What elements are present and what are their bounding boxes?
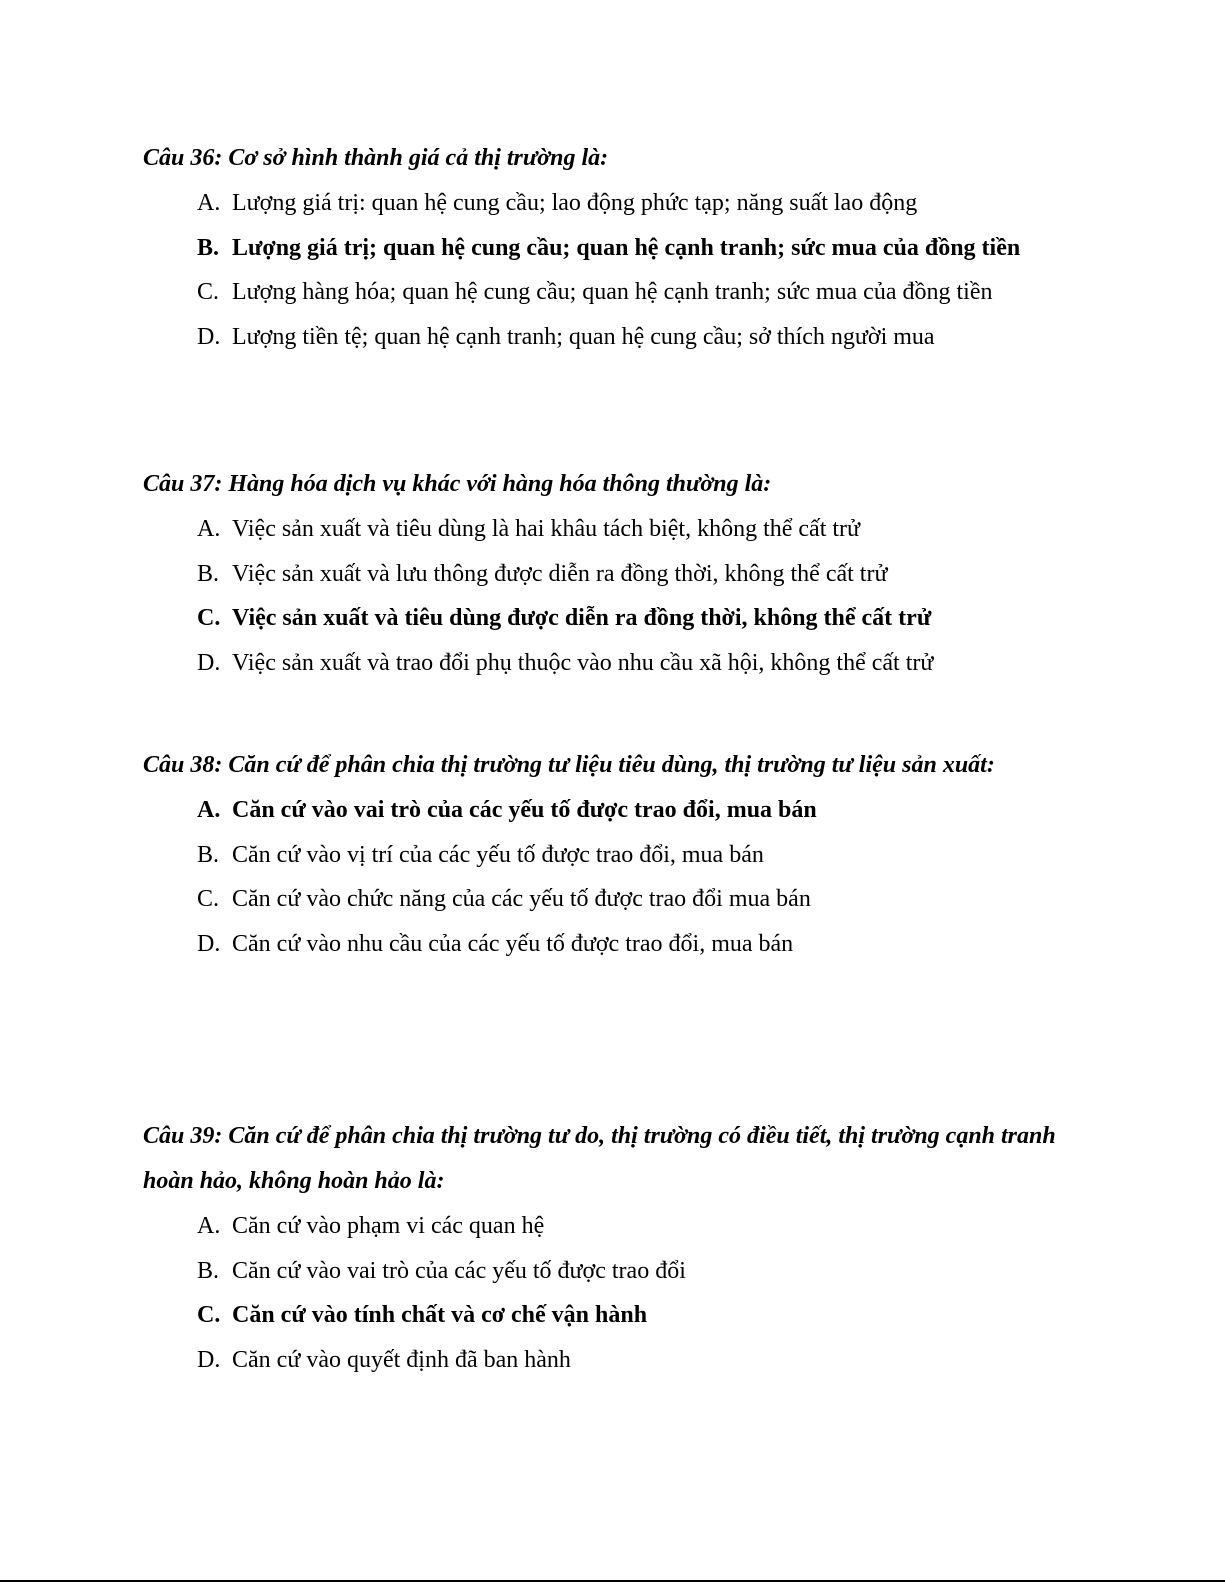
option-b [197, 1249, 1083, 1294]
option-letter: A. [197, 797, 221, 823]
option-letter: B. [197, 841, 220, 868]
option-letter: D. [197, 930, 221, 957]
option-c [197, 270, 1083, 315]
option-c [197, 877, 1083, 922]
option-text: Căn cứ vào quyết định đã ban hành [232, 1346, 571, 1373]
option-a [197, 507, 1083, 552]
option-letter: A. [197, 1213, 221, 1239]
question-title: Câu 39: Căn cứ để phân chia thị trường tư do, thị trường có điều tiết, thị trường cạnh tranh hoàn hảo, không hoàn hảo là: [143, 1123, 1056, 1194]
page-bottom-rule [0, 1580, 1225, 1582]
option-text: Căn cứ vào phạm vi các quan hệ [232, 1213, 545, 1239]
option-letter: D. [197, 649, 221, 676]
option-text: Căn cứ vào vị trí của các yếu tố được trao đổi, mua bán [232, 841, 764, 868]
option-text: Lượng giá trị: quan hệ cung cầu; lao động phức tạp; năng suất lao động [232, 190, 918, 216]
option-text: Lượng tiền tệ; quan hệ cạnh tranh; quan hệ cung cầu; sở thích người mua [232, 323, 935, 350]
question-title: Câu 36: Cơ sở hình thành giá cả thị trường là: [143, 145, 609, 171]
option-list [143, 181, 1083, 359]
option-list [143, 507, 1083, 685]
option-list [143, 1204, 1083, 1382]
option-text: Căn cứ vào nhu cầu của các yếu tố được trao đổi, mua bán [232, 930, 794, 957]
option-text: Việc sản xuất và tiêu dùng là hai khâu tách biệt, không thể cất trử [232, 516, 861, 542]
option-d [197, 641, 1083, 686]
option-d [197, 1338, 1083, 1383]
option-c-correct [197, 1293, 1083, 1338]
option-letter: C. [197, 1302, 221, 1328]
question-38 [143, 743, 1083, 966]
option-text: Lượng giá trị; quan hệ cung cầu; quan hệ cạnh tranh; sức mua của đồng tiền [232, 234, 1021, 261]
option-text: Căn cứ vào vai trò của các yếu tố được trao đổi, mua bán [232, 797, 817, 823]
option-text: Căn cứ vào chức năng của các yếu tố được trao đổi mua bán [232, 886, 811, 912]
option-letter: B. [197, 1257, 220, 1284]
option-list [143, 788, 1083, 966]
option-letter: C. [197, 279, 220, 305]
option-b [197, 833, 1083, 878]
option-d [197, 315, 1083, 360]
option-letter: B. [197, 234, 220, 261]
question-title: Câu 38: Căn cứ để phân chia thị trường tư liệu tiêu dùng, thị trường tư liệu sản xuất: [143, 752, 995, 778]
question-title: Câu 37: Hàng hóa dịch vụ khác với hàng hóa thông thường là: [143, 471, 772, 497]
option-letter: A. [197, 190, 221, 216]
option-d [197, 922, 1083, 967]
option-text: Việc sản xuất và trao đổi phụ thuộc vào nhu cầu xã hội, không thể cất trử [232, 649, 934, 676]
option-letter: B. [197, 560, 220, 587]
option-text: Việc sản xuất và lưu thông được diễn ra đồng thời, không thể cất trử [232, 560, 888, 587]
option-a-correct [197, 788, 1083, 833]
option-letter: D. [197, 323, 221, 350]
question-36 [143, 136, 1083, 359]
option-letter: C. [197, 886, 220, 912]
option-text: Căn cứ vào tính chất và cơ chế vận hành [232, 1302, 648, 1328]
option-text: Lượng hàng hóa; quan hệ cung cầu; quan hệ cạnh tranh; sức mua của đồng tiền [232, 279, 993, 305]
option-c-correct [197, 596, 1083, 641]
option-text: Căn cứ vào vai trò của các yếu tố được trao đổi [232, 1257, 686, 1284]
option-letter: D. [197, 1346, 221, 1373]
option-a [197, 181, 1083, 226]
option-text: Việc sản xuất và tiêu dùng được diễn ra đồng thời, không thể cất trử [232, 605, 932, 631]
question-39 [143, 1114, 1083, 1382]
option-b [197, 552, 1083, 597]
option-letter: A. [197, 516, 221, 542]
option-letter: C. [197, 605, 221, 631]
option-a [197, 1204, 1083, 1249]
option-b-correct [197, 226, 1083, 271]
question-37 [143, 462, 1083, 685]
